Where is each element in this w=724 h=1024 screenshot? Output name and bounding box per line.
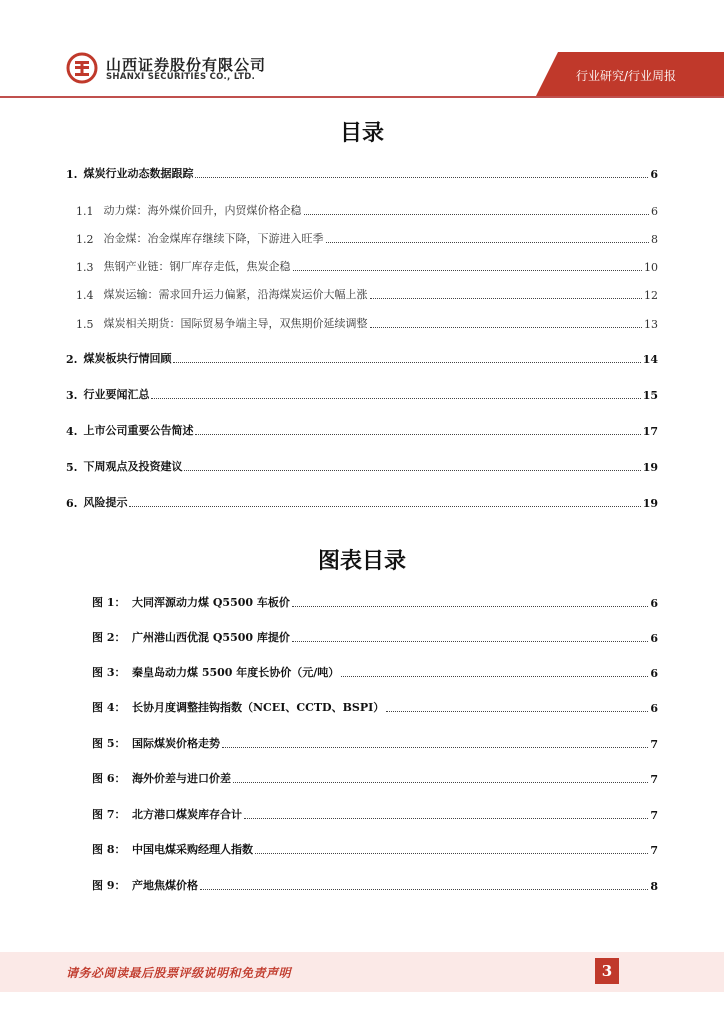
dot-leader [173,362,640,363]
company-logo-icon [66,52,98,84]
dot-leader [370,327,643,328]
header-divider [0,96,724,98]
toc-entry[interactable] [66,492,658,510]
toc-entry[interactable] [66,420,658,438]
figure-entry[interactable] [92,839,658,857]
toc-entry-page: 19 [642,497,658,510]
figures-title: 图表目录 [317,549,406,574]
toc-entry[interactable] [76,284,658,302]
toc-entry-page: 8 [651,233,658,246]
dot-leader [184,470,640,471]
figure-entry-label: 北方港口煤炭库存合计 [132,808,242,821]
dot-leader [222,747,648,748]
figure-entry[interactable] [92,768,658,786]
figure-entry-label: 中国电煤采购经理人指数 [132,843,253,856]
company-name-cn: 山西证券股份有限公司 [106,56,267,74]
toc-entry[interactable] [66,163,658,181]
toc-entry-label: 焦钢产业链：钢厂库存走低，焦炭企稳 [103,260,291,273]
figure-entry-number: 图 2： [92,631,126,644]
figure-entry-number: 图 8： [92,843,126,856]
toc-entry[interactable] [76,228,658,246]
toc-entry-label: 下周观点及投资建议 [83,460,183,473]
figure-entry-number: 图 9： [92,879,126,892]
dot-leader [200,889,648,890]
toc-entry[interactable] [66,384,658,402]
figure-entry-label: 产地焦煤价格 [132,879,198,892]
figure-entry[interactable] [92,627,658,645]
dot-leader [341,676,648,677]
toc-entry-label: 上市公司重要公告简述 [83,424,194,437]
figure-entry[interactable] [92,662,658,680]
toc-entry-number: 2. [66,353,78,366]
figure-entry-label: 秦皇岛动力煤 5500 年度长协价（元/吨） [132,666,340,679]
figure-entry-label: 长协月度调整挂钩指数（NCEI、CCTD、BSPI） [132,701,385,714]
figure-entry-label: 国际煤炭价格走势 [132,737,220,750]
toc-entry-number: 1.1 [76,205,94,218]
toc-entry-number: 4. [66,425,78,438]
toc-title: 目录 [339,121,384,146]
figure-entry-page: 7 [650,738,658,751]
figure-entry-label: 大同浑源动力煤 Q5500 车板价 [132,596,290,609]
figure-entry[interactable] [92,733,658,751]
toc-entry-page: 14 [642,353,658,366]
toc-entry-label: 煤炭相关期货：国际贸易争端主导，双焦期价延续调整 [103,317,368,330]
figure-entry[interactable] [92,592,658,610]
toc-entry[interactable] [76,256,658,274]
dot-leader [304,214,650,215]
toc-entry-label: 煤炭运输：需求回升运力偏紧，沿海煤炭运价大幅上涨 [103,288,368,301]
figure-entry-number: 图 5： [92,737,126,750]
figure-entry[interactable] [92,697,658,715]
toc-entry[interactable] [66,348,658,366]
disclaimer-text: 请务必阅读最后股票评级说明和免责声明 [66,966,292,980]
figure-entry-label: 海外价差与进口价差 [132,772,231,785]
dot-leader [244,818,648,819]
figure-entry-number: 图 6： [92,772,126,785]
company-name-en: SHANXI SECURITIES CO., LTD. [106,72,256,82]
dot-leader [292,606,648,607]
toc-entry-number: 5. [66,461,78,474]
toc-entry-number: 1. [66,168,78,181]
toc-entry-page: 6 [650,168,658,181]
dot-leader [293,270,643,271]
figure-entry-number: 图 7： [92,808,126,821]
figure-entry-page: 6 [650,632,658,645]
toc-entry-page: 12 [644,289,658,302]
toc-entry-number: 1.3 [76,261,94,274]
toc-entry-label: 煤炭行业动态数据跟踪 [83,167,194,180]
dot-leader [195,177,648,178]
dot-leader [292,641,648,642]
figure-entry-page: 6 [650,667,658,680]
toc-entry-number: 6. [66,497,78,510]
dot-leader [195,434,640,435]
toc-entry-number: 1.5 [76,318,94,331]
toc-entry-page: 10 [644,261,658,274]
dot-leader [255,853,648,854]
toc-entry[interactable] [76,200,658,218]
page-number: 3 [595,958,619,984]
toc-entry[interactable] [66,456,658,474]
figure-entry-page: 6 [650,597,658,610]
figure-entry[interactable] [92,875,658,893]
toc-entry-number: 3. [66,389,78,402]
figure-entry-page: 7 [650,773,658,786]
toc-entry-page: 17 [642,425,658,438]
toc-entry[interactable] [76,313,658,331]
toc-entry-label: 行业要闻汇总 [83,388,150,401]
toc-entry-label: 动力煤：海外煤价回升，内贸煤价格企稳 [103,204,302,217]
toc-entry-page: 13 [644,318,658,331]
dot-leader [386,711,648,712]
dot-leader [233,782,648,783]
report-category: 行业研究/行业周报 [575,69,676,83]
toc-entry-page: 15 [642,389,658,402]
dot-leader [326,242,650,243]
dot-leader [370,298,643,299]
toc-entry-page: 6 [651,205,658,218]
dot-leader [129,506,640,507]
page-header [0,0,724,100]
figure-entry-label: 广州港山西优混 Q5500 库提价 [132,631,290,644]
figure-entry-number: 图 4： [92,701,126,714]
figure-entry[interactable] [92,804,658,822]
toc-entry-label: 冶金煤：冶金煤库存继续下降，下游进入旺季 [103,232,324,245]
toc-entry-label: 煤炭板块行情回顾 [83,352,172,365]
toc-entry-number: 1.4 [76,289,94,302]
toc-entry-page: 19 [642,461,658,474]
figure-entry-page: 7 [650,844,658,857]
dot-leader [151,398,640,399]
toc-entry-label: 风险提示 [83,496,128,509]
toc-entry-number: 1.2 [76,233,94,246]
figure-entry-page: 7 [650,809,658,822]
figure-entry-page: 8 [650,880,658,893]
figure-entry-number: 图 3： [92,666,126,679]
figure-entry-page: 6 [650,702,658,715]
figure-entry-number: 图 1： [92,596,126,609]
